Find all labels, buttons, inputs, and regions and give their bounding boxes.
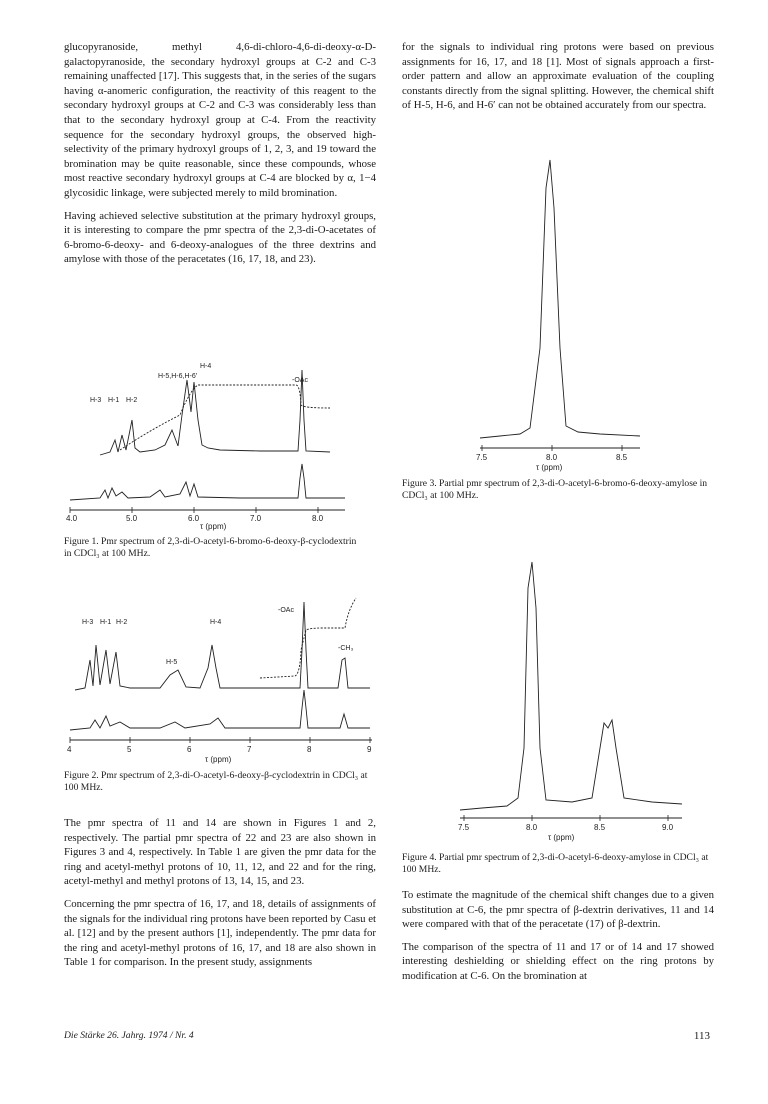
peak-label: H-2	[126, 397, 138, 404]
figure-4-caption: Figure 4. Partial pmr spectrum of 2,3-di-O-acetyl-6-deoxy-amylose in CDCl₃ at 100 MHz.	[402, 852, 709, 876]
paragraph: Having achieved selective substitution at the primary hydroxyl groups, it is interesting to compare the pmr spectra of the 2,3-di-O-acetates of 6-bromo-6-deoxy- and 6-deoxy-analogues of the three dextrins and amylose with those of the peracetates (16, 17, 18, and 23).	[64, 209, 376, 266]
tick-label: 8.5	[594, 823, 606, 832]
journal-footer: Die Stärke 26. Jahrg. 1974 / Nr. 4	[64, 1030, 194, 1041]
figure-4-spectrum	[452, 548, 692, 844]
tick-label: 8.0	[312, 514, 324, 523]
tick-label: 7.5	[476, 453, 488, 462]
page-number: 113	[693, 1030, 710, 1042]
tick-label: 8.0	[546, 453, 558, 462]
figure-3-caption: Figure 3. Partial pmr spectrum of 2,3-di-O-acetyl-6-bromo-6-deoxy-amylose in CDCl₃ at 100 MHz.	[402, 478, 708, 502]
right-column-bottom	[402, 888, 714, 992]
peak-label: H-3	[90, 397, 102, 404]
axis-label: τ (ppm)	[200, 522, 227, 531]
peak-label: H-4	[210, 619, 222, 626]
paragraph: The comparison of the spectra of 11 and 17 or of 14 and 17 showed interesting deshielding or shielding effect on the ring protons by modification at C-6. On the bromination at	[402, 940, 714, 982]
axis-label: τ (ppm)	[536, 463, 563, 472]
tick-label: 5.0	[126, 514, 138, 523]
tick-label: 9.0	[662, 823, 674, 832]
peak-label: -OAc	[278, 607, 294, 614]
figure-2-caption: Figure 2. Pmr spectrum of 2,3-di-O-acetyl-6-deoxy-β-cyclodextrin in CDCl₃ at 100 MHz.	[64, 770, 368, 794]
tick-label: 8.5	[616, 453, 628, 462]
tick-label: 9	[367, 745, 372, 754]
tick-label: 8.0	[526, 823, 538, 832]
peak-label: H-2	[116, 619, 128, 626]
tick-label: 5	[127, 745, 132, 754]
peak-label: H-5,H-6,H-6′	[158, 373, 198, 380]
paragraph: To estimate the magnitude of the chemical shift changes due to a given substitution at C-6, the pmr spectra of β-dextrin derivatives, 11 and 14 were compared with that of the peracetate (17) of β-dextrin.	[402, 889, 714, 931]
peak-label: -CH₃	[338, 645, 354, 652]
figure-3-spectrum	[470, 148, 650, 478]
peak-label: H-1	[100, 619, 112, 626]
peak-label: H-5	[166, 659, 178, 666]
peak-label: H-3	[82, 619, 94, 626]
peak-label: H-1	[108, 397, 120, 404]
tick-label: 7.5	[458, 823, 470, 832]
left-column-bottom	[64, 816, 376, 978]
paragraph: The pmr spectra of 11 and 14 are shown in Figures 1 and 2, respectively. The partial pmr spectra of 22 and 23 are also shown in Figures 3 and 4, respectively. In Table 1 are given the pmr data for the ring and acetyl-methyl protons of 10, 11, 12, and 22 and for the ring, acetyl-methyl and methyl protons of 13, 14, 15, and 23.	[64, 817, 376, 888]
figure-1-spectrum	[60, 360, 360, 532]
paragraph: Concerning the pmr spectra of 16, 17, and 18, details of assignments of the signals for the individual ring protons have been reported by Casu et al. [12] and by the present authors [1], independently. The pmr data for the ring and acetyl-methyl protons of 16, 17, and 18 are also shown in Table 1 for comparison. In the present study, assignments	[64, 897, 376, 969]
peak-label: H-4	[200, 363, 212, 370]
peak-label: -OAc	[292, 377, 308, 384]
tick-label: 6	[187, 745, 192, 754]
axis-label: τ (ppm)	[548, 833, 575, 842]
figure-2-spectrum	[60, 590, 378, 766]
axis-label: τ (ppm)	[205, 755, 232, 764]
paragraph: glucopyranoside, methyl 4,6-di-chloro-4,6-di-deoxy-α-D-galactopyranoside, the secondary hydroxyl groups at C-2 and C-3 remaining unaffected [17]. This suggests that, in the series of the sugars having α-anomeric configuration, the reactivity of this reagent to the secondary hydroxyl groups at C-2 and C-3 was considerably less than that to the secondary hydroxyl group at C-4. From the reactivity sequence for the secondary hydroxyl groups, the observed high-selectivity of the primary hydroxyl groups of 1, 2, 3, and 19 toward the bromination may be quite reasonable, since these compounds, whose most reactive secondary hydroxyl groups at C-4 are blocked by α, 1−4 glycosidic linkage, were subjected merely to mild bromination.	[64, 41, 376, 199]
right-column-top	[402, 40, 714, 121]
tick-label: 6.0	[188, 514, 200, 523]
tick-label: 4	[67, 745, 72, 754]
left-column-top	[64, 40, 376, 275]
paragraph: for the signals to individual ring protons were based on previous assignments for 16, 17, and 18 [1]. Most of signals approach a first-order pattern and allow an approximate evaluation of the coupling constants directly from the signal splitting. However, the chemical shift of H-5, H-6, and H-6′ can not be obtained accurately from our spectra.	[402, 41, 714, 112]
tick-label: 8	[307, 745, 312, 754]
tick-label: 4.0	[66, 514, 78, 523]
figure-1-caption: Figure 1. Pmr spectrum of 2,3-di-O-acetyl-6-bromo-6-deoxy-β-cyclodextrin in CDCl₃ at 100 MHz.	[64, 536, 357, 560]
tick-label: 7	[247, 745, 252, 754]
tick-label: 7.0	[250, 514, 262, 523]
